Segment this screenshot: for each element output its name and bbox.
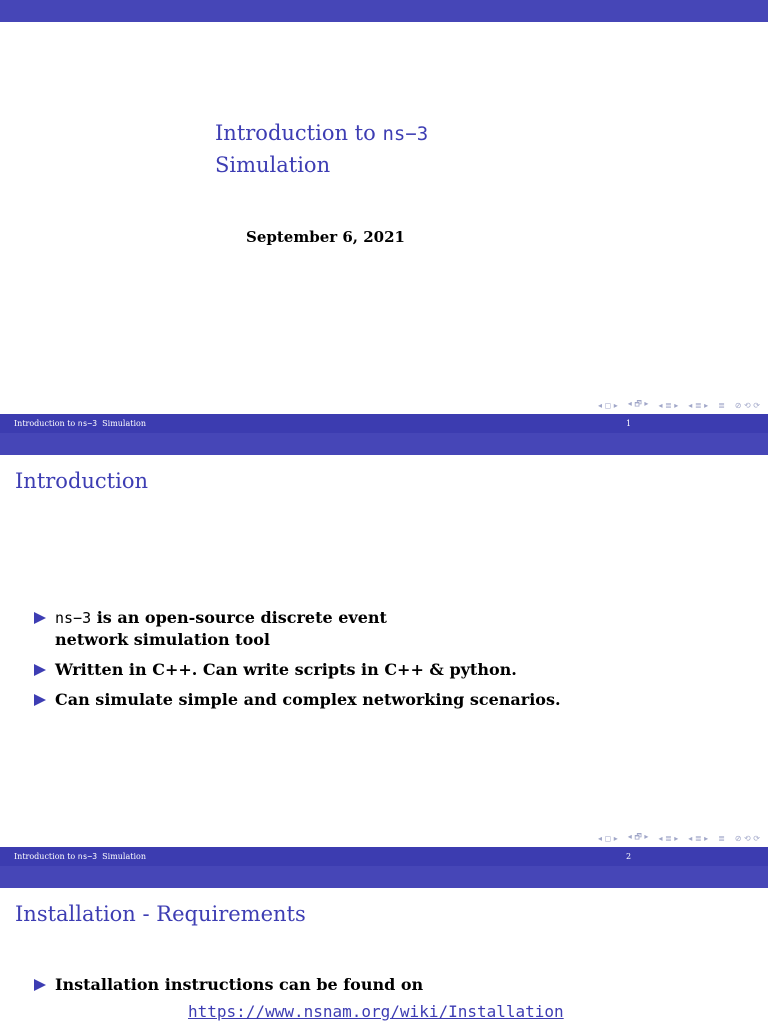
installation-link[interactable]: https://www.nsnam.org/wiki/Installation (188, 1002, 564, 1021)
slide-1 (0, 0, 768, 433)
footer-bar (0, 414, 768, 433)
footer-bar (0, 847, 768, 866)
subsection-nav-icon[interactable]: ◂ 🗗 ▸ (627, 832, 649, 841)
footer-title: Introduction to ns−3 Simulation (14, 852, 147, 861)
frame-title: Installation - Requirements (15, 902, 306, 926)
subsection-list-nav-icon[interactable]: ◂ ≣ ▸ (688, 833, 709, 843)
page-number: 1 (626, 419, 632, 428)
frame-title: Introduction (15, 469, 148, 493)
top-bar (0, 433, 768, 455)
presentation-date: September 6, 2021 (246, 228, 405, 246)
list-item: Written in C++. Can write scripts in C++ & python. (34, 659, 754, 681)
top-bar (0, 0, 768, 22)
align-icon[interactable]: ≣ (718, 400, 725, 410)
search-back-forward-icon[interactable]: ⊘ ⟲ ⟳ (734, 400, 760, 410)
presentation-title (215, 118, 428, 181)
title-line-2: Simulation (215, 153, 331, 177)
subsection-nav-icon[interactable]: ◂ 🗗 ▸ (627, 399, 649, 408)
bullet-list (34, 607, 754, 719)
footer-title: Introduction to ns−3 Simulation (14, 419, 147, 428)
title-text: Introduction to (215, 121, 376, 145)
section-nav-icon[interactable]: ◂ ≣ ▸ (658, 400, 679, 410)
section-nav-icon[interactable]: ◂ ≣ ▸ (658, 833, 679, 843)
beamer-nav-controls[interactable] (598, 832, 760, 844)
bullet-triangle-icon (34, 979, 46, 991)
top-bar (0, 866, 768, 888)
bullet-triangle-icon (34, 612, 46, 624)
align-icon[interactable]: ≣ (718, 833, 725, 843)
bullet-list (34, 974, 754, 1004)
slide-3 (0, 866, 768, 1024)
list-item: ns−3 is an open-source discrete event network simulation tool (34, 607, 455, 651)
page-number: 2 (626, 852, 632, 861)
bullet-triangle-icon (34, 694, 46, 706)
list-item: Can simulate simple and complex networking scenarios. (34, 689, 754, 711)
title-code: ns−3 (382, 123, 429, 145)
slide-2 (0, 433, 768, 866)
subsection-list-nav-icon[interactable]: ◂ ≣ ▸ (688, 400, 709, 410)
bullet-triangle-icon (34, 664, 46, 676)
search-back-forward-icon[interactable]: ⊘ ⟲ ⟳ (734, 833, 760, 843)
frame-nav-icon[interactable]: ◂ ◻ ▸ (598, 833, 618, 843)
frame-nav-icon[interactable]: ◂ ◻ ▸ (598, 400, 618, 410)
list-item: Installation instructions can be found on (34, 974, 754, 996)
beamer-nav-controls[interactable] (598, 399, 760, 411)
